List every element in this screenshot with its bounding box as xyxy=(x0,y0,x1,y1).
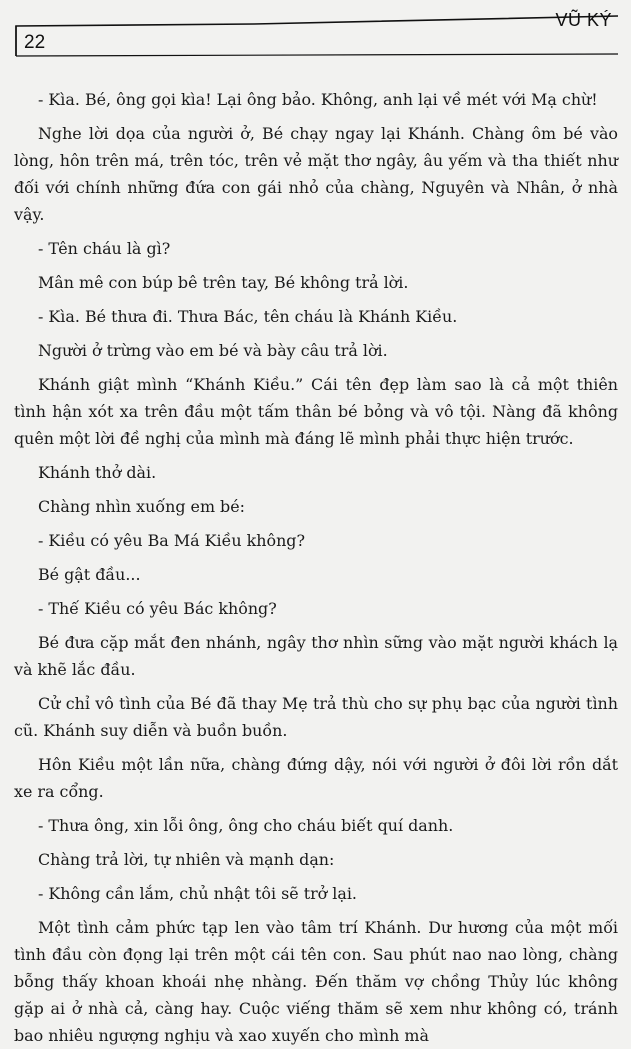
paragraph: Khánh thở dài. xyxy=(38,463,157,482)
paragraph: Cử chỉ vô tình của Bé đã thay Mẹ trả thù cho sự phụ bạc của người tình cũ. Khánh suy diễn và buồn buồn. xyxy=(14,694,618,740)
paragraph: - Kìa. Bé thưa đi. Thưa Bác, tên cháu là Khánh Kiều. xyxy=(38,307,458,326)
paragraph: - Tên cháu là gì? xyxy=(38,239,171,258)
paragraph: Chàng trả lời, tự nhiên và mạnh dạn: xyxy=(38,850,335,869)
paragraph: - Thế Kiều có yêu Bác không? xyxy=(38,599,277,618)
paragraph: Nghe lời dọa của người ở, Bé chạy ngay lại Khánh. Chàng ôm bé vào lòng, hôn trên má, trên tóc, trên vẻ mặt thơ ngây, âu yếm và tha thiết như đối với chính những đứa con gái nhỏ của chàng, Nguyên và Nhân, ở nhà vậy. xyxy=(14,124,618,224)
paragraph: Chàng nhìn xuống em bé: xyxy=(38,497,245,516)
paragraph: Mân mê con búp bê trên tay, Bé không trả lời. xyxy=(38,273,409,292)
paragraph: Người ở trừng vào em bé và bày câu trả lời. xyxy=(38,341,388,360)
running-header-author: VŨ KÝ xyxy=(555,10,612,30)
paragraph: - Kìa. Bé, ông gọi kìa! Lại ông bảo. Không, anh lại về mét với Mạ chừ! xyxy=(38,90,598,109)
body-text xyxy=(14,86,618,1049)
header-frame xyxy=(14,8,620,58)
paragraph: Hôn Kiều một lần nữa, chàng đứng dậy, nói với người ở đôi lời rồn dắt xe ra cổng. xyxy=(14,755,618,801)
paragraph: - Không cần lắm, chủ nhật tôi sẽ trở lại. xyxy=(38,884,357,903)
page-header xyxy=(14,8,620,58)
paragraph: Một tình cảm phức tạp len vào tâm trí Khánh. Dư hương của một mối tình đầu còn đọng lại trên một cái tên con. Sau phút nao nao lòng, chàng bỗng thấy khoan khoái nhẹ nhàng. Đến thăm vợ chồng Thủy lúc không gặp ai ở nhà cả, càng hay. Cuộc viếng thăm sẽ xem như không có, tránh bao nhiêu ngượng nghịu và xao xuyến cho mình mà xyxy=(14,918,618,1045)
paragraph: Bé đưa cặp mắt đen nhánh, ngây thơ nhìn sững vào mặt người khách lạ và khẽ lắc đầu. xyxy=(14,633,618,679)
page-number: 22 xyxy=(24,32,46,53)
paragraph: - Thưa ông, xin lỗi ông, ông cho cháu biết quí danh. xyxy=(38,816,454,835)
paragraph: Khánh giật mình “Khánh Kiều.” Cái tên đẹp làm sao là cả một thiên tình hận xót xa trên đầu một tấm thân bé bỏng và vô tội. Nàng đã không quên một lời đề nghị của mình mà đáng lẽ mình phải thực hiện trước. xyxy=(14,375,618,448)
paragraph: - Kiều có yêu Ba Má Kiều không? xyxy=(38,531,305,550)
paragraph: Bé gật đầu... xyxy=(38,565,141,584)
